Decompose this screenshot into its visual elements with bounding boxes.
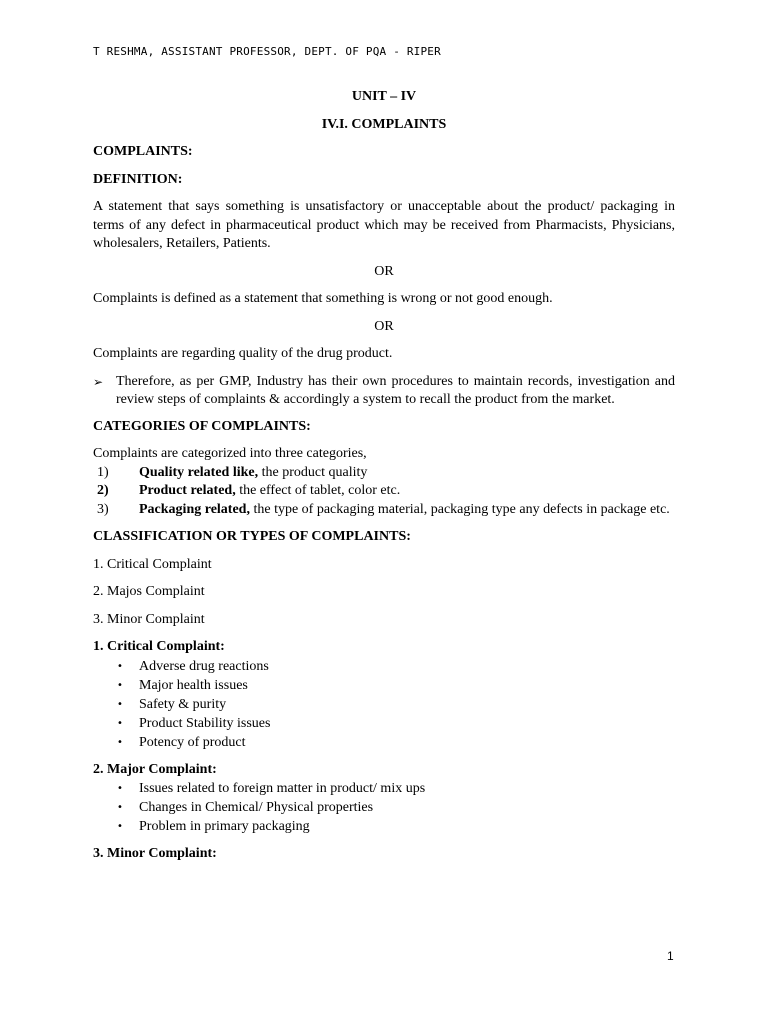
categories-intro: Complaints are categorized into three categories, <box>93 446 367 461</box>
category-description: the type of packaging material, packaging type any defects in package etc. <box>249 501 670 517</box>
type-item-critical: 1. Critical Complaint <box>93 556 212 572</box>
critical-item-text: Potency of product <box>139 734 246 750</box>
critical-item <box>93 733 675 752</box>
definition-paragraph-2: Complaints is defined as a statement that something is wrong or not good enough. <box>93 291 553 306</box>
complaints-heading: COMPLAINTS: <box>93 144 193 159</box>
category-label: Quality related like, <box>139 464 259 480</box>
classification-heading: CLASSIFICATION OR TYPES OF COMPLAINTS: <box>93 529 411 544</box>
type-item-minor: 3. Minor Complaint <box>93 611 205 627</box>
critical-list <box>93 657 675 752</box>
bullet-icon: • <box>117 802 123 813</box>
arrow-bullet-icon: ➢ <box>93 374 104 389</box>
gmp-arrow-item <box>93 373 675 409</box>
critical-heading: 1. Critical Complaint: <box>93 639 225 654</box>
page-number: 1 <box>667 949 674 963</box>
critical-item <box>93 657 675 676</box>
bullet-icon: • <box>117 736 123 748</box>
critical-item-text: Safety & purity <box>139 696 227 712</box>
major-item-text: Changes in Chemical/ Physical properties <box>139 800 374 815</box>
bullet-icon: • <box>117 660 123 672</box>
type-item-major: 2. Majos Complaint <box>93 584 205 599</box>
category-item <box>93 501 675 520</box>
category-number: 1) <box>97 464 109 480</box>
bullet-icon: • <box>117 717 123 729</box>
major-list <box>93 779 675 836</box>
categories-heading: CATEGORIES OF COMPLAINTS: <box>93 418 311 434</box>
gmp-paragraph: Therefore, as per GMP, Industry has their own procedures to maintain records, investigation and review steps of complaints & accordingly a system to recall the product from the market. <box>116 373 675 407</box>
bullet-icon: • <box>117 821 123 832</box>
category-description: the effect of tablet, color etc. <box>235 483 401 498</box>
major-item-text: Issues related to foreign matter in product/ mix ups <box>139 781 426 796</box>
bullet-icon: • <box>117 783 123 794</box>
critical-item <box>93 714 675 733</box>
category-label: Packaging related, <box>139 501 250 517</box>
category-number: 2) <box>97 483 109 498</box>
definition-heading: DEFINITION: <box>93 171 183 187</box>
critical-item-text: Major health issues <box>139 677 248 693</box>
category-number: 3) <box>97 501 109 517</box>
section-title: IV.I. COMPLAINTS <box>321 116 447 132</box>
major-item-text: Problem in primary packaging <box>139 819 310 834</box>
bullet-icon: • <box>117 679 123 691</box>
minor-heading: 3. Minor Complaint: <box>93 846 217 861</box>
definition-paragraph: A statement that says something is unsatisfactory or unacceptable about the product/ packaging in terms of any defect in pharmaceutical product which may be received from Pharmacists, Physicians, wholesalers, Retailers, Patients. <box>93 199 675 251</box>
category-item <box>93 482 675 501</box>
category-item <box>93 464 675 483</box>
page-header: T RESHMA, ASSISTANT PROFESSOR, DEPT. OF PQA - RIPER <box>93 45 441 58</box>
major-heading: 2. Major Complaint: <box>93 761 217 777</box>
critical-item-text: Product Stability issues <box>139 715 271 731</box>
critical-item-text: Adverse drug reactions <box>139 658 269 674</box>
major-item <box>93 779 675 798</box>
critical-item <box>93 695 675 714</box>
critical-item <box>93 676 675 695</box>
page-content <box>93 88 675 864</box>
or-separator-2: OR <box>374 318 394 334</box>
major-item <box>93 798 675 817</box>
bullet-icon: • <box>117 698 123 710</box>
definition-paragraph-3: Complaints are regarding quality of the drug product. <box>93 346 393 361</box>
categories-list <box>93 464 675 520</box>
category-description: the product quality <box>258 464 368 480</box>
category-label: Product related, <box>139 483 236 498</box>
unit-title: UNIT – IV <box>351 89 417 104</box>
major-item <box>93 817 675 836</box>
or-separator-1: OR <box>374 263 394 279</box>
